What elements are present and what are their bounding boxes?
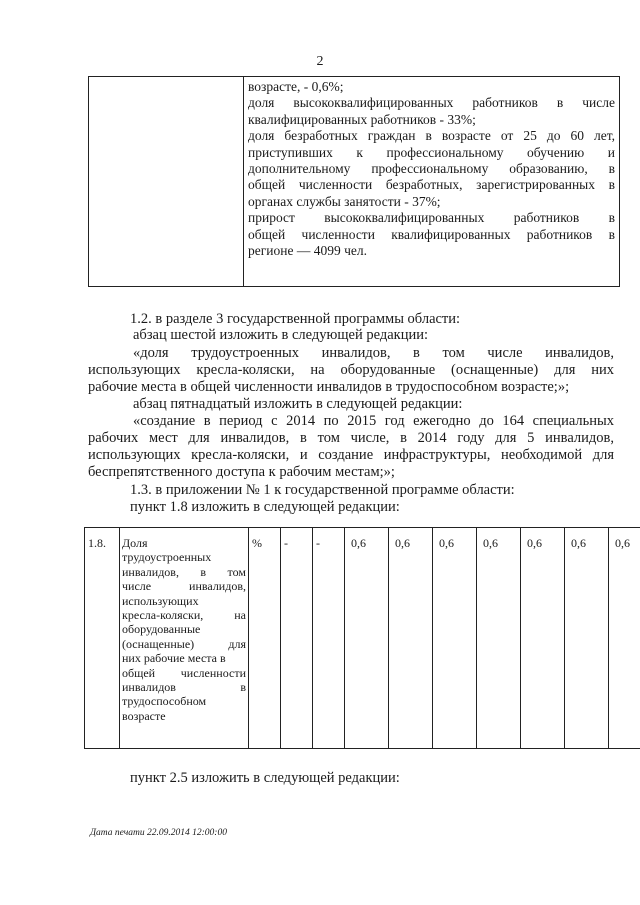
item-value-dash: - xyxy=(281,528,313,749)
item-name-line: Доля xyxy=(122,536,148,550)
item-value: 0,6 xyxy=(521,528,565,749)
item-name-line: (оснащенные) для xyxy=(122,636,246,651)
section-2-5-intro: пункт 2.5 изложить в следующей редакции: xyxy=(130,770,400,786)
indicator-line: регионе — 4099 чел. xyxy=(248,243,367,259)
item-value: 0,6 xyxy=(389,528,433,749)
item-value: 0,6 xyxy=(433,528,477,749)
continuation-table xyxy=(88,76,620,287)
quote-6-line: использующих кресла-коляски, на оборудованные (оснащенные) для них xyxy=(88,362,614,378)
indicator-line: прирост высококвалифицированных работников в xyxy=(248,210,615,226)
indicator-line: общей численности безработных, зарегистрированных в xyxy=(248,177,615,193)
indicator-line: органах службы занятости - 37%; xyxy=(248,193,441,209)
item-value: 0,6 xyxy=(345,528,389,749)
item-name-line: оборудованные xyxy=(122,622,201,637)
section-1-2-intro-15: абзац пятнадцатый изложить в следующей редакции: xyxy=(133,396,463,412)
indicator-line: квалифицированных работников - 33%; xyxy=(248,111,476,127)
item-number: 1.8. xyxy=(85,528,120,749)
item-name-line: числе инвалидов, xyxy=(122,579,246,594)
item-name-line: инвалидов в xyxy=(122,680,246,695)
item-name-line: использующих xyxy=(122,593,199,608)
quote-6-line: рабочие места в общей численности инвалидов в трудоспособном возрасте;»; xyxy=(88,379,570,395)
item-name-line: инвалидов, в том xyxy=(122,564,246,579)
indicators-cell xyxy=(244,77,620,287)
item-value-dash: - xyxy=(313,528,345,749)
quote-15-line: «создание в период с 2014 по 2015 год ежегодно до 164 специальных xyxy=(133,413,614,429)
print-date: Дата печати 22.09.2014 12:00:00 xyxy=(90,828,227,838)
page-number: 2 xyxy=(316,54,324,69)
item-name-line: кресла-коляски, на xyxy=(122,608,246,623)
item-name-cell xyxy=(120,528,249,749)
section-1-2-intro-6: абзац шестой изложить в следующей редакции: xyxy=(133,327,428,343)
item-name-line: трудоспособном xyxy=(122,694,207,709)
indicator-line: возрасте, - 0,6%; xyxy=(248,79,344,94)
item-name-line: возрасте xyxy=(122,708,166,723)
item-value: 0,6 xyxy=(565,528,609,749)
indicator-line: доля безработных граждан в возрасте от 25 до 60 лет, xyxy=(248,128,615,144)
quote-15-line: использующих кресла-коляски, и создание инфраструктуры, необходимой для xyxy=(88,447,614,463)
item-name-line: общей численности xyxy=(122,665,246,680)
item-name-line: трудоустроенных xyxy=(122,550,212,565)
section-1-3-intro: пункт 1.8 изложить в следующей редакции: xyxy=(130,499,400,515)
quote-15-line: беспрепятственного доступа к рабочим местам;»; xyxy=(88,464,395,480)
indicator-line: общей численности квалифицированных работников в xyxy=(248,226,615,242)
indicator-table xyxy=(84,527,640,749)
section-1-2-heading: 1.2. в разделе 3 государственной программы области: xyxy=(130,311,461,327)
item-name-line: них рабочие места в xyxy=(122,651,226,666)
section-1-3-heading: 1.3. в приложении № 1 к государственной программе области: xyxy=(130,482,515,498)
item-unit: % xyxy=(249,528,281,749)
indicator-line: приступивших к профессиональному обучению и xyxy=(248,144,615,160)
table-row xyxy=(85,528,640,749)
quote-6-line: «доля трудоустроенных инвалидов, в том числе инвалидов, xyxy=(133,345,614,361)
item-value: 0,6 xyxy=(477,528,521,749)
indicator-line: доля высококвалифицированных работников в числе xyxy=(248,95,615,111)
indicator-line: дополнительному профессиональному образованию, в xyxy=(248,161,615,177)
empty-cell xyxy=(89,77,244,287)
quote-15-line: рабочих мест для инвалидов, в том числе, в 2014 году для 5 инвалидов, xyxy=(88,430,614,446)
item-value: 0,6 xyxy=(609,528,640,749)
